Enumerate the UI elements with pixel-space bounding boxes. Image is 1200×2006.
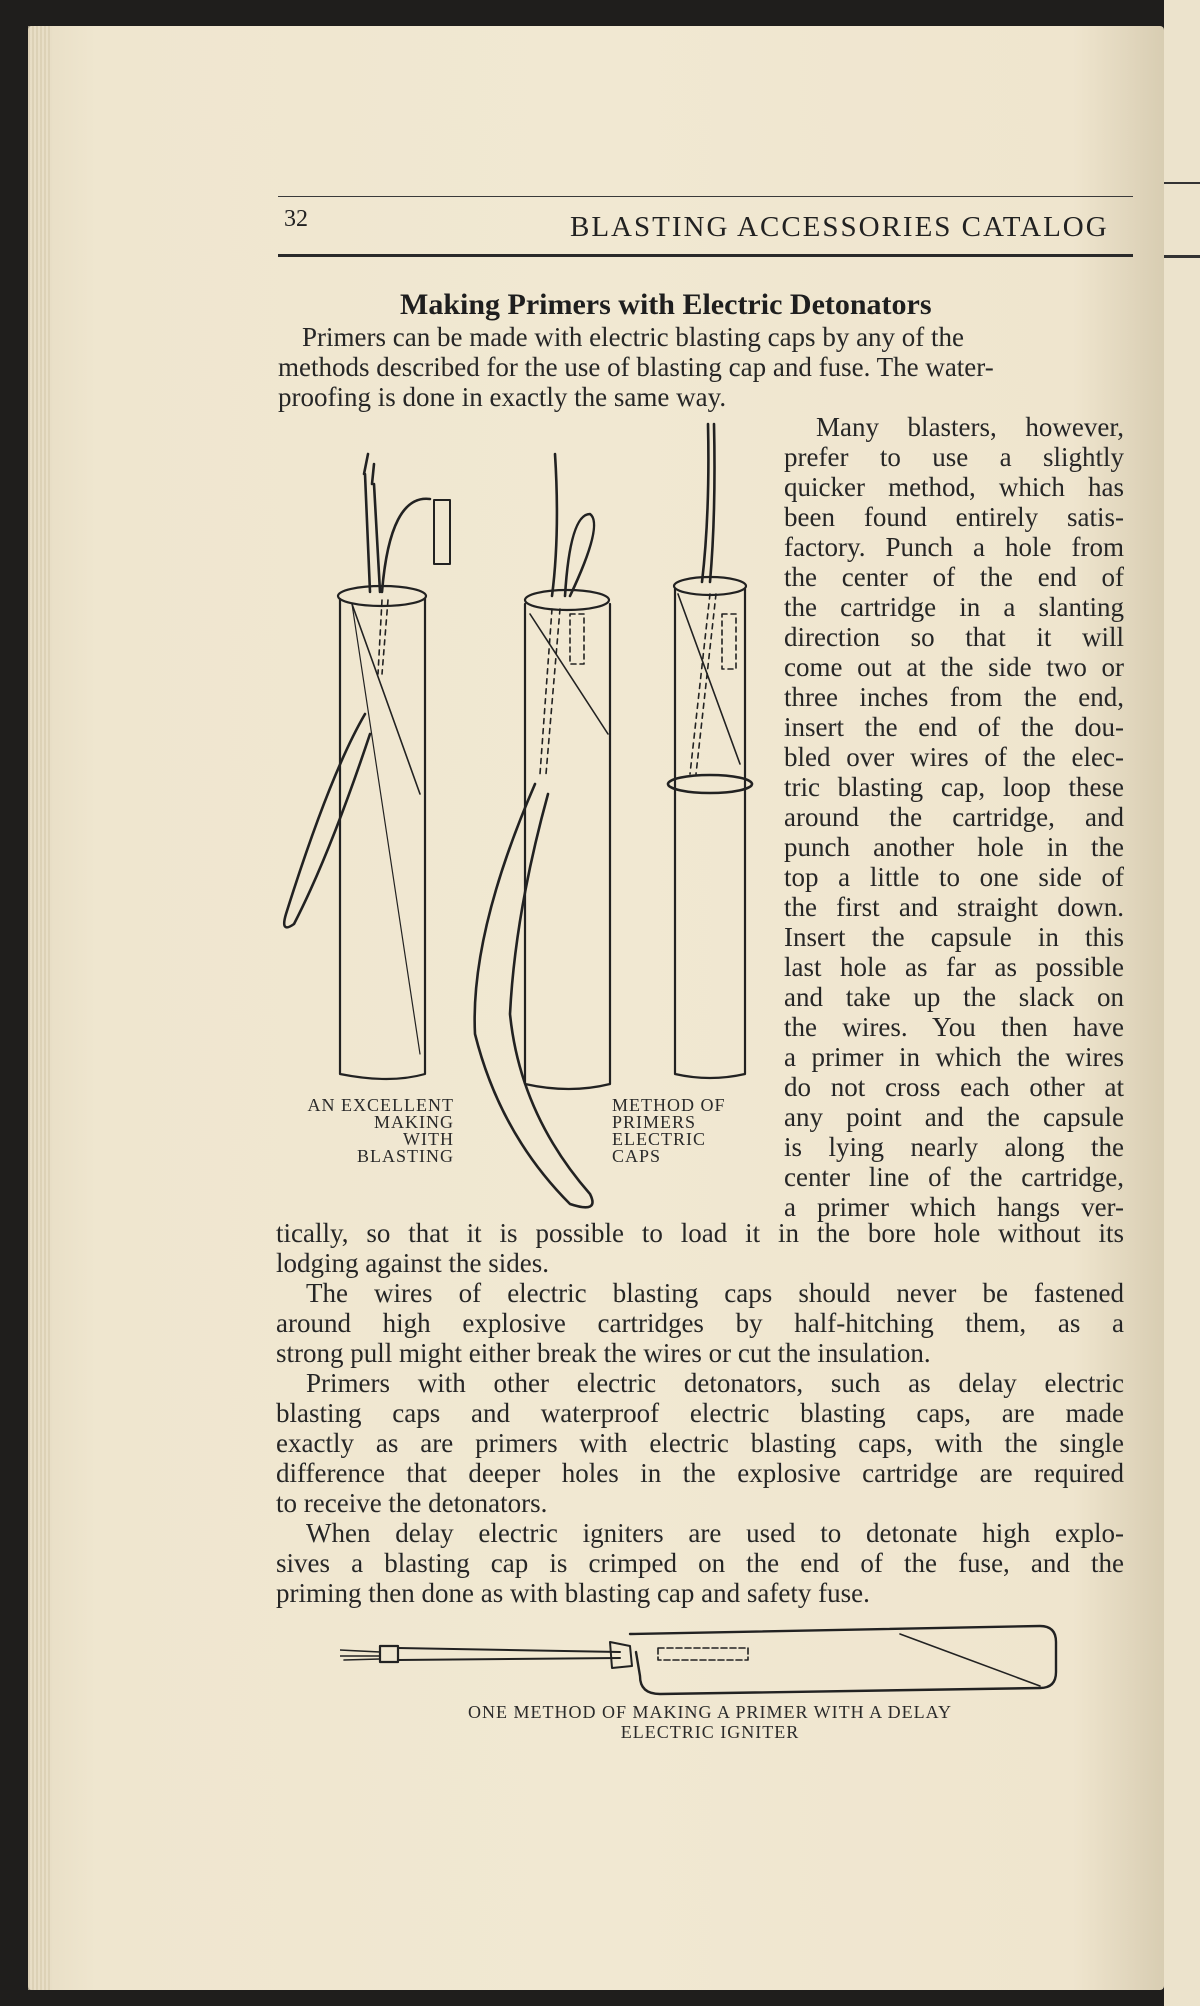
delay-igniter-primer-illustration (340, 1612, 1060, 1702)
text-line: a primer in which the wires (784, 1042, 1124, 1072)
text-line: Insert the capsule in this (784, 922, 1124, 952)
continuation-paragraph (276, 1218, 1124, 1278)
figure2-caption (380, 1702, 1040, 1742)
figure1-caption-right (612, 1097, 762, 1165)
figure1-caption-left (278, 1097, 454, 1165)
text-line: quicker method, which has (784, 472, 1124, 502)
text-line: center line of the cartridge, (784, 1162, 1124, 1192)
text-line: come out at the side two or (784, 652, 1124, 682)
text-line: bled over wires of the elec- (784, 742, 1124, 772)
text-line: any point and the capsule (784, 1102, 1124, 1132)
page-number: 32 (284, 206, 308, 232)
paragraph-delay-igniters (276, 1518, 1124, 1608)
cartridge-right (668, 424, 752, 1078)
text-line: around high explosive cartridges by half-hitching them, as a (276, 1308, 1124, 1338)
text-line: and take up the slack on (784, 982, 1124, 1012)
side-column-paragraph (784, 412, 1124, 1222)
text-line: tically, so that it is possible to load it in the bore hole without its (276, 1218, 1124, 1248)
caption-line: WITH (403, 1129, 454, 1149)
text-line: exactly as are primers with electric blasting caps, with the single (276, 1428, 1124, 1458)
caption-line: PRIMERS (612, 1112, 697, 1132)
text-line: When delay electric igniters are used to detonate high explo- (306, 1518, 1124, 1548)
text-line: do not cross each other at (784, 1072, 1124, 1102)
cartridge-middle (475, 454, 610, 1207)
text-line: blasting caps and waterproof electric blasting caps, are made (276, 1398, 1124, 1428)
text-line: factory. Punch a hole from (784, 532, 1124, 562)
page-edge (28, 26, 52, 1990)
header-rule-top (278, 196, 1133, 197)
facing-page-edge (1164, 0, 1200, 2006)
text-line: proofing is done in exactly the same way. (278, 382, 727, 412)
text-line: Primers can be made with electric blasting caps by any of the (302, 322, 965, 352)
caption-line: METHOD OF (612, 1095, 726, 1115)
text-line: punch another hole in the (784, 832, 1124, 862)
caption-line: BLASTING (357, 1146, 454, 1166)
text-line: Primers with other electric detonators, such as delay electric (306, 1368, 1124, 1398)
caption-line: ELECTRIC IGNITER (620, 1722, 800, 1742)
text-line: been found entirely satis- (784, 502, 1124, 532)
text-line: Many blasters, however, (816, 412, 1124, 442)
text-line: a primer which hangs ver- (784, 1192, 1124, 1222)
caption-line: AN EXCELLENT (307, 1095, 454, 1115)
caption-line: ELECTRIC (612, 1129, 706, 1149)
text-line: insert the end of the dou- (784, 712, 1124, 742)
text-line: three inches from the end, (784, 682, 1124, 712)
text-line: methods described for the use of blasting cap and fuse. The water- (278, 352, 994, 382)
text-line: difference that deeper holes in the explosive cartridge are required (276, 1458, 1124, 1488)
section-title: Making Primers with Electric Detonators (400, 288, 932, 321)
text-line: lodging against the sides. (276, 1248, 549, 1278)
text-line: is lying nearly along the (784, 1132, 1124, 1162)
text-line: the center of the end of (784, 562, 1124, 592)
text-line: strong pull might either break the wires or cut the insulation. (276, 1338, 931, 1368)
text-line: sives a blasting cap is crimped on the end of the fuse, and the (276, 1548, 1124, 1578)
primer-cartridges-illustration (270, 414, 770, 1214)
text-line: the first and straight down. (784, 892, 1124, 922)
text-line: tric blasting cap, loop these (784, 772, 1124, 802)
text-line: to receive the detonators. (276, 1488, 548, 1518)
caption-line: MAKING (374, 1112, 454, 1132)
running-title: BLASTING ACCESSORIES CATALOG (570, 211, 1109, 243)
cartridge-left (284, 454, 450, 1079)
facing-page-rule (1164, 255, 1200, 258)
text-line: the cartridge in a slanting (784, 592, 1124, 622)
text-line: top a little to one side of (784, 862, 1124, 892)
text-line: prefer to use a slightly (784, 442, 1124, 472)
text-line: direction so that it will (784, 622, 1124, 652)
intro-paragraph (278, 322, 1124, 412)
paragraph-other-detonators (276, 1368, 1124, 1518)
header-rule-bottom (278, 254, 1133, 257)
text-line: The wires of electric blasting caps should never be fastened (306, 1278, 1124, 1308)
facing-page-rule (1164, 182, 1200, 184)
text-line: last hole as far as possible (784, 952, 1124, 982)
caption-line: CAPS (612, 1146, 662, 1166)
text-line: the wires. You then have (784, 1012, 1124, 1042)
text-line: priming then done as with blasting cap and safety fuse. (276, 1578, 870, 1608)
paragraph-wires-warning (276, 1278, 1124, 1368)
text-line: around the cartridge, and (784, 802, 1124, 832)
caption-line: ONE METHOD OF MAKING A PRIMER WITH A DELAY (467, 1702, 953, 1722)
